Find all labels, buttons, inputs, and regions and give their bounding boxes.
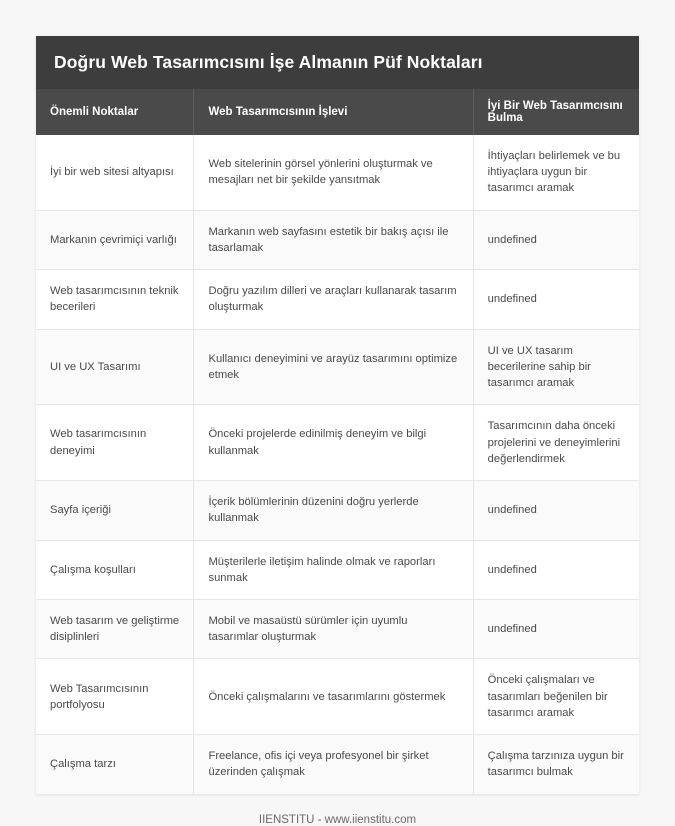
- table-row: [36, 481, 639, 540]
- cell-finding-designer: Önceki çalışmaları ve tasarımları beğenilen bir tasarımcı aramak: [473, 659, 639, 735]
- cell-finding-designer: İhtiyaçları belirlemek ve bu ihtiyaçlara uygun bir tasarımcı aramak: [473, 135, 639, 210]
- cell-finding-designer: Çalışma tarzınıza uygun bir tasarımcı bulmak: [473, 735, 639, 794]
- cell-key-point: Web tasarımcısının deneyimi: [36, 405, 194, 481]
- cell-key-point: Çalışma tarzı: [36, 735, 194, 794]
- cell-key-point: Web tasarımcısının teknik becerileri: [36, 270, 194, 329]
- cell-finding-designer: undefined: [473, 210, 639, 269]
- table-row: [36, 210, 639, 269]
- cell-designer-role: Doğru yazılım dilleri ve araçları kullanarak tasarım oluşturmak: [194, 270, 473, 329]
- cell-finding-designer: undefined: [473, 540, 639, 599]
- table-row: [36, 659, 639, 735]
- cell-key-point: Markanın çevrimiçi varlığı: [36, 210, 194, 269]
- cell-finding-designer: UI ve UX tasarım becerilerine sahip bir tasarımcı aramak: [473, 329, 639, 405]
- cell-finding-designer: undefined: [473, 270, 639, 329]
- cell-designer-role: Müşterilerle iletişim halinde olmak ve raporları sunmak: [194, 540, 473, 599]
- cell-designer-role: Web sitelerinin görsel yönlerini oluşturmak ve mesajları net bir şekilde yansıtmak: [194, 135, 473, 210]
- cell-designer-role: Önceki çalışmalarını ve tasarımlarını göstermek: [194, 659, 473, 735]
- cell-designer-role: İçerik bölümlerinin düzenini doğru yerlerde kullanmak: [194, 481, 473, 540]
- cell-key-point: UI ve UX Tasarımı: [36, 329, 194, 405]
- cell-designer-role: Mobil ve masaüstü sürümler için uyumlu tasarımlar oluşturmak: [194, 599, 473, 658]
- table-row: [36, 405, 639, 481]
- info-table-card: [36, 36, 639, 794]
- column-header-finding-designer: İyi Bir Web Tasarımcısını Bulma: [473, 89, 639, 135]
- comparison-table: [36, 89, 639, 794]
- cell-key-point: Sayfa içeriği: [36, 481, 194, 540]
- table-row: [36, 329, 639, 405]
- table-row: [36, 270, 639, 329]
- column-header-designer-role: Web Tasarımcısının İşlevi: [194, 89, 473, 135]
- table-header-row: [36, 89, 639, 135]
- table-row: [36, 735, 639, 794]
- column-header-key-points: Önemli Noktalar: [36, 89, 194, 135]
- cell-designer-role: Önceki projelerde edinilmiş deneyim ve bilgi kullanmak: [194, 405, 473, 481]
- cell-key-point: İyi bir web sitesi altyapısı: [36, 135, 194, 210]
- cell-key-point: Çalışma koşulları: [36, 540, 194, 599]
- cell-finding-designer: Tasarımcının daha önceki projelerini ve deneyimlerini değerlendirmek: [473, 405, 639, 481]
- table-header: [36, 89, 639, 135]
- cell-designer-role: Freelance, ofis içi veya profesyonel bir şirket üzerinden çalışmak: [194, 735, 473, 794]
- cell-designer-role: Markanın web sayfasını estetik bir bakış açısı ile tasarlamak: [194, 210, 473, 269]
- footer-attribution: IIENSTITU - www.iienstitu.com: [258, 813, 417, 826]
- table-row: [36, 540, 639, 599]
- cell-designer-role: Kullanıcı deneyimini ve arayüz tasarımını optimize etmek: [194, 329, 473, 405]
- cell-finding-designer: undefined: [473, 599, 639, 658]
- table-row: [36, 135, 639, 210]
- page-title: Doğru Web Tasarımcısını İşe Almanın Püf Noktaları: [36, 36, 639, 89]
- table-row: [36, 599, 639, 658]
- cell-finding-designer: undefined: [473, 481, 639, 540]
- cell-key-point: Web Tasarımcısının portfolyosu: [36, 659, 194, 735]
- cell-key-point: Web tasarım ve geliştirme disiplinleri: [36, 599, 194, 658]
- table-body: [36, 135, 639, 794]
